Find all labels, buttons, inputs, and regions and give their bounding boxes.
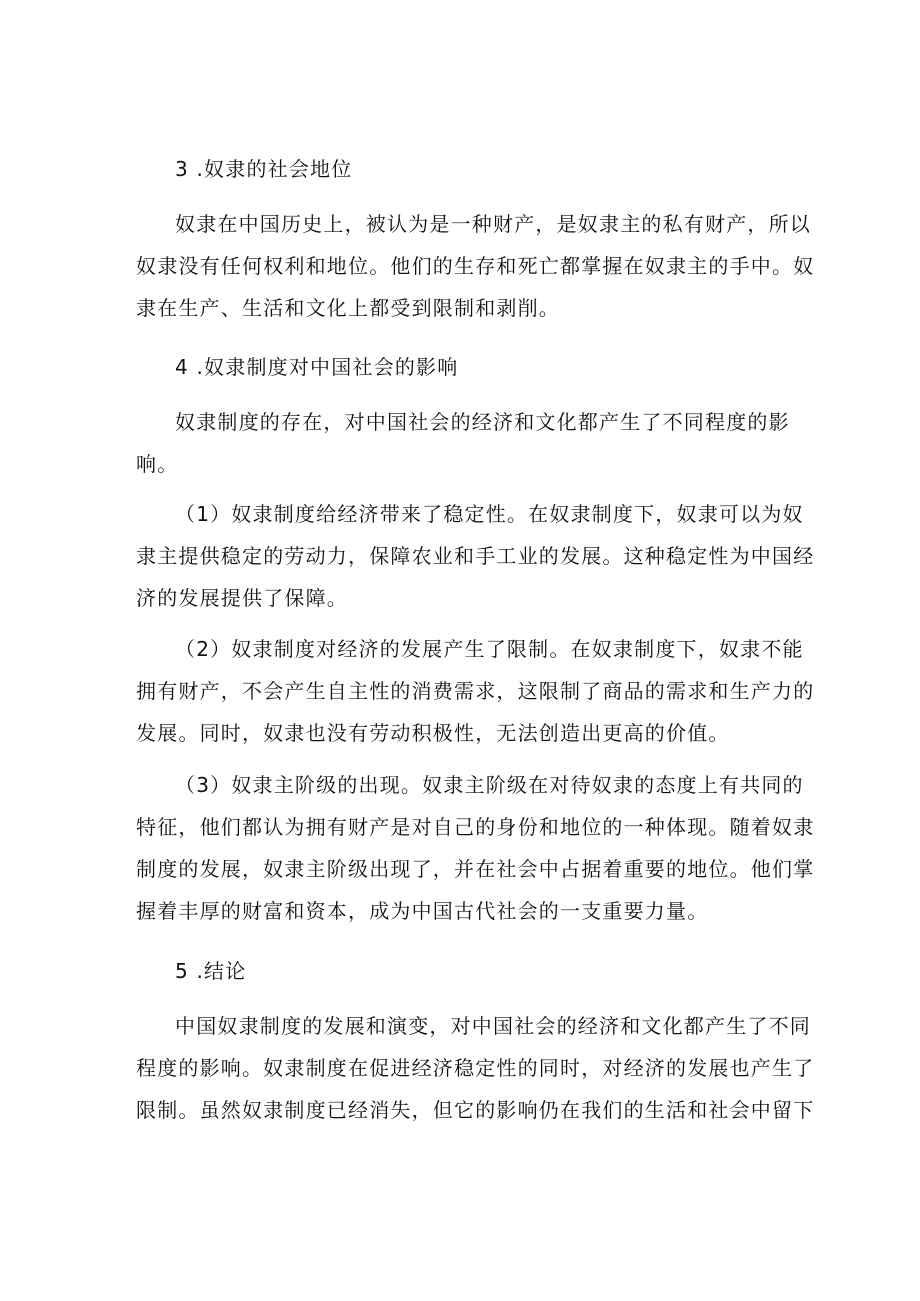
paragraph-line: 制度的发展，奴隶主阶级出现了，并在社会中占据着重要的地位。他们掌: [136, 857, 815, 881]
paragraph-line: （1）奴隶制度给经济带来了稳定性。在奴隶制度下，奴隶可以为奴: [175, 502, 804, 526]
paragraph-line: 程度的影响。奴隶制度在促进经济稳定性的同时，对经济的发展也产生了: [136, 1056, 815, 1080]
paragraph-line: 发展。同时，奴隶也没有劳动积极性，无法创造出更高的价值。: [136, 721, 730, 745]
paragraph-line: 中国奴隶制度的发展和演变，对中国社会的经济和文化都产生了不同: [175, 1014, 811, 1038]
paragraph-line: （2）奴隶制度对经济的发展产生了限制。在奴隶制度下，奴隶不能: [175, 637, 804, 661]
paragraph-line: 握着丰厚的财富和资本，成为中国古代社会的一支重要力量。: [136, 899, 709, 923]
section-heading: 5 .结论: [175, 959, 247, 983]
paragraph-line: 济的发展提供了保障。: [136, 586, 348, 610]
paragraph-line: 隶在生产、生活和文化上都受到限制和剥削。: [136, 296, 560, 320]
paragraph-line: （3）奴隶主阶级的出现。奴隶主阶级在对待奴隶的态度上有共同的: [175, 773, 804, 797]
paragraph-line: 奴隶没有任何权利和地位。他们的生存和死亡都掌握在奴隶主的手中。奴: [136, 254, 815, 278]
paragraph-line: 隶主提供稳定的劳动力，保障农业和手工业的发展。这种稳定性为中国经: [136, 544, 815, 568]
section-heading: 4 .奴隶制度对中国社会的影响: [175, 355, 459, 379]
paragraph-line: 奴隶在中国历史上，被认为是一种财产，是奴隶主的私有财产，所以: [175, 212, 811, 236]
paragraph-line: 拥有财产，不会产生自主性的消费需求，这限制了商品的需求和生产力的: [136, 679, 815, 703]
paragraph-line: 限制。虽然奴隶制度已经消失，但它的影响仍在我们的生活和社会中留下: [136, 1098, 815, 1122]
paragraph-line: 奴隶制度的存在，对中国社会的经济和文化都产生了不同程度的影: [175, 410, 790, 434]
section-heading: 3 .奴隶的社会地位: [175, 157, 353, 181]
paragraph-line: 响。: [136, 452, 179, 476]
paragraph-line: 特征，他们都认为拥有财产是对自己的身份和地位的一种体现。随着奴隶: [136, 815, 815, 839]
